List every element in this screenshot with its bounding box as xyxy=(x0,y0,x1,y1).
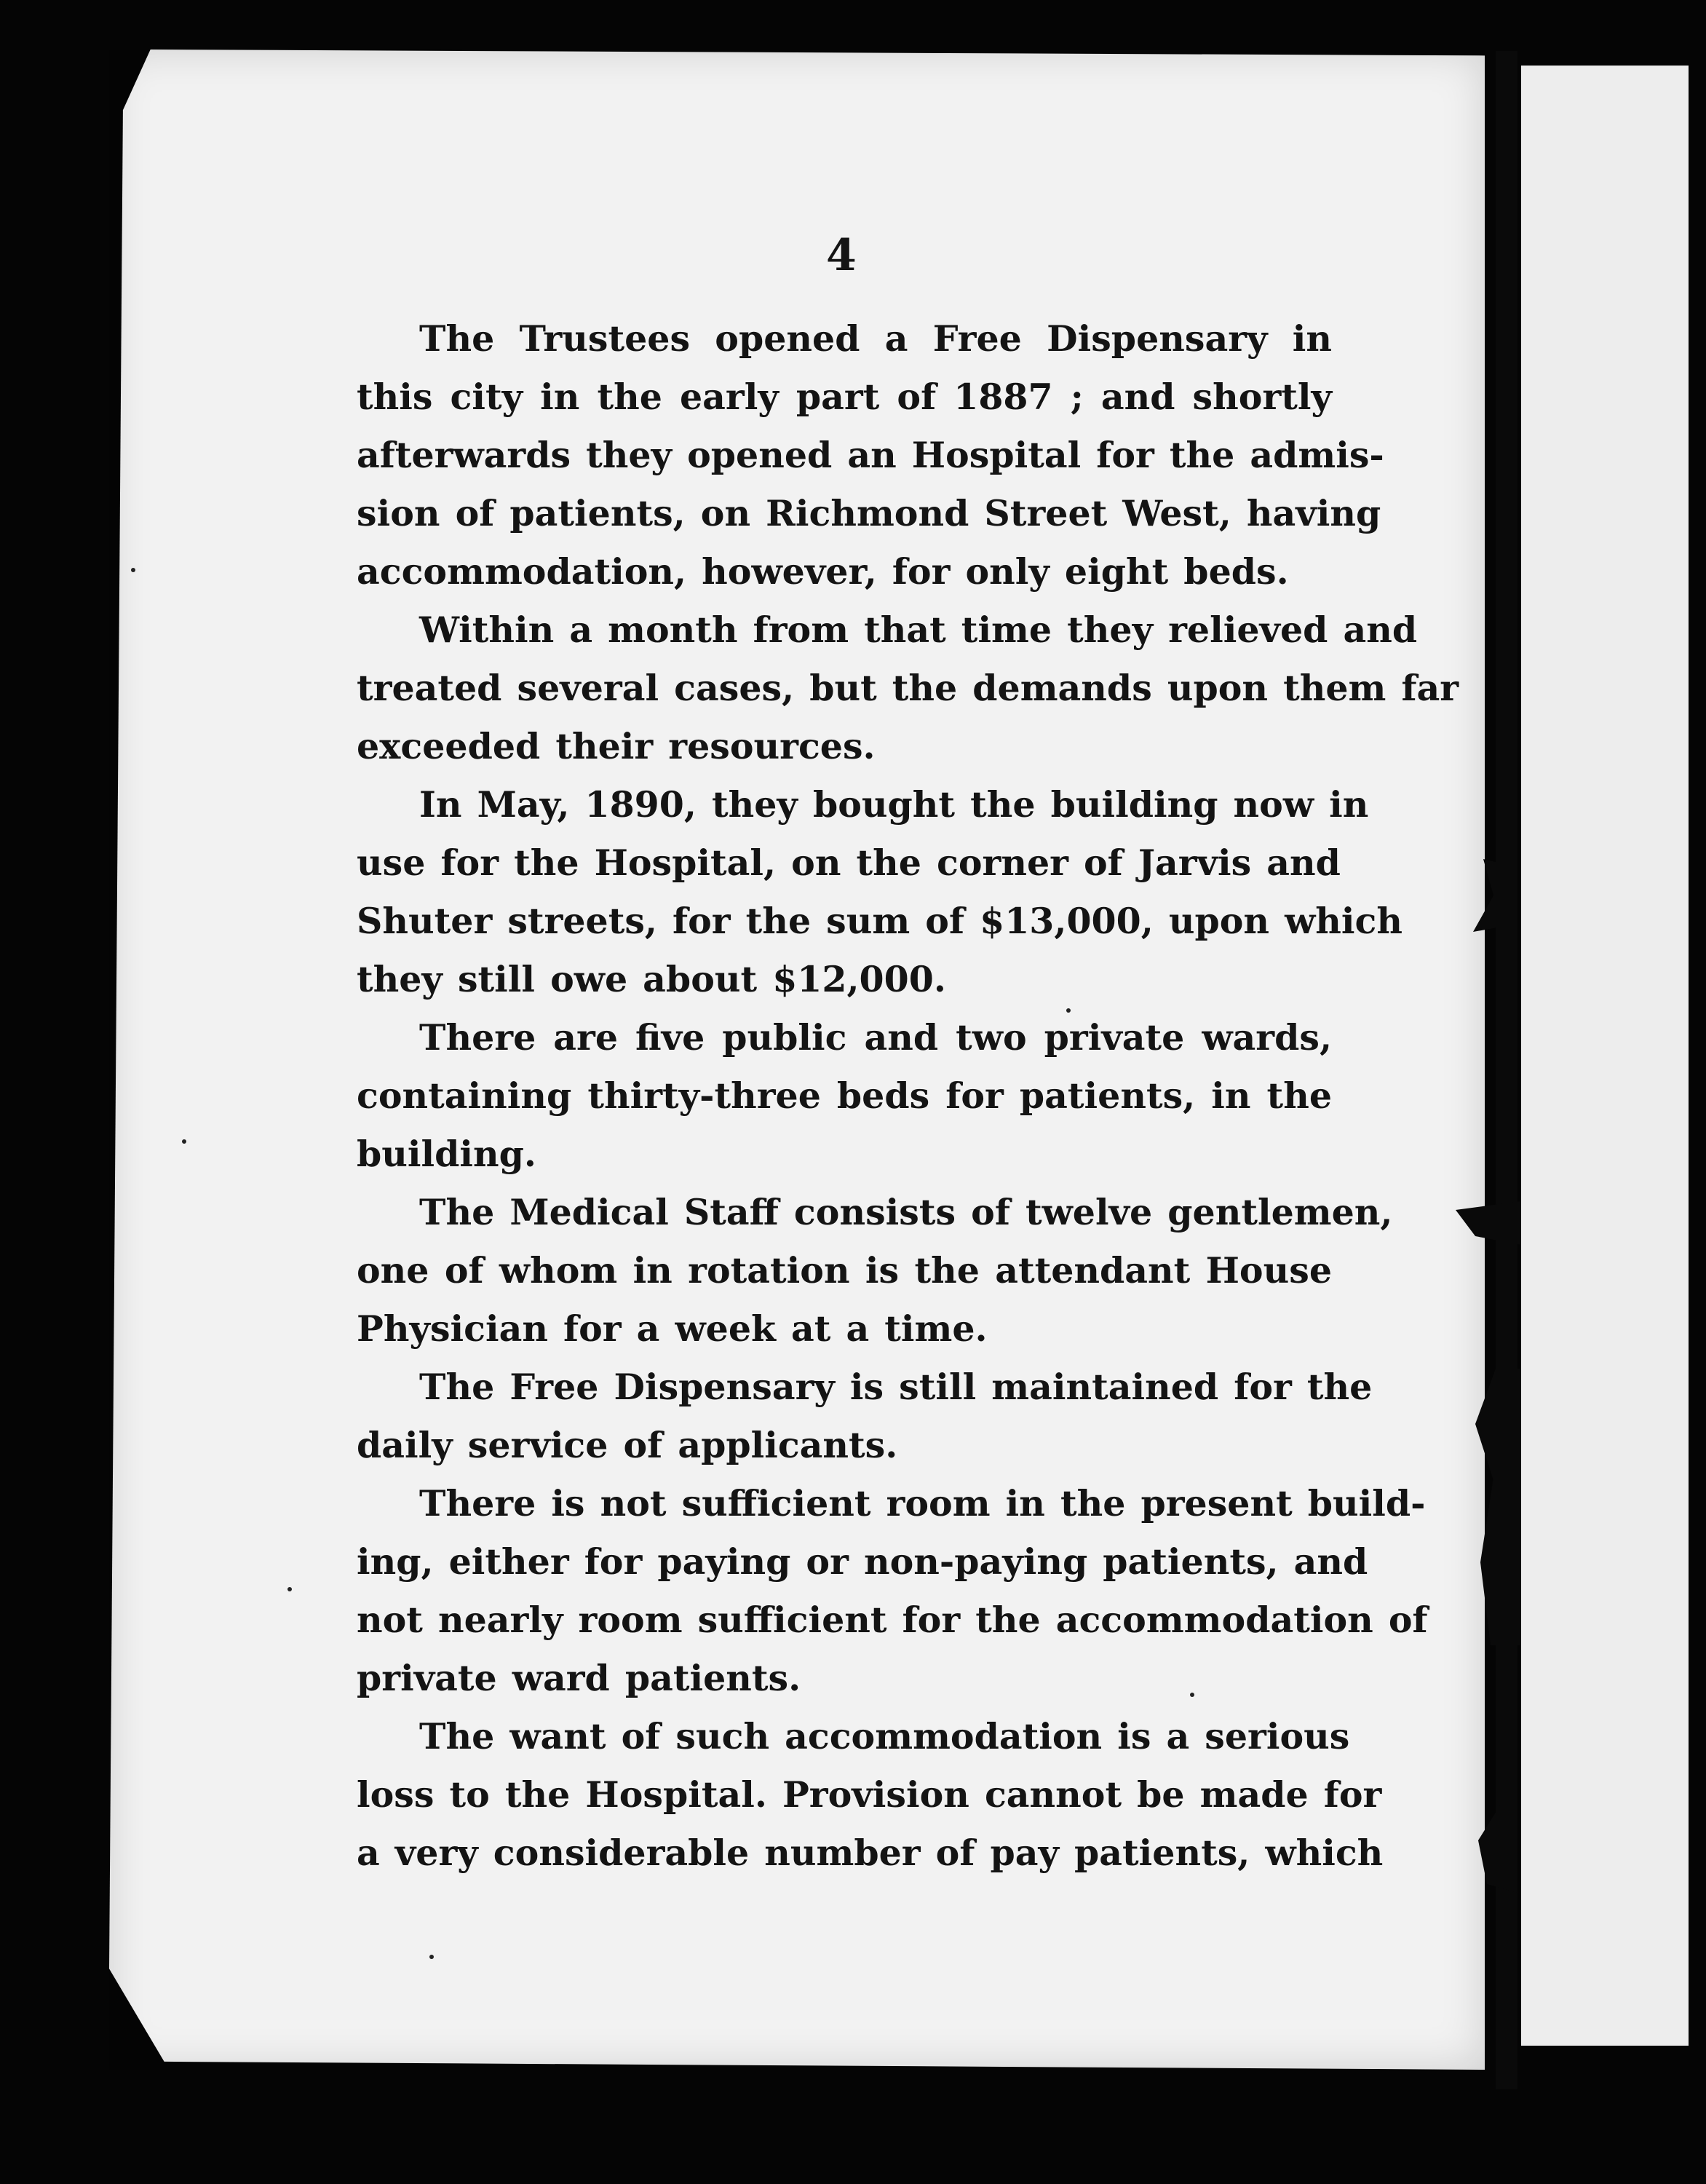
text-line: There is not sufficient room in the present build- xyxy=(419,1482,1426,1524)
paragraph xyxy=(357,1707,1384,1882)
text-line: containing thirty-three beds for patients, in the xyxy=(357,1075,1332,1117)
text-line: treated several cases, but the demands upon them far xyxy=(357,667,1459,709)
text-line: Shuter streets, for the sum of $13,000, upon which xyxy=(357,900,1403,942)
ink-speck xyxy=(182,1139,186,1144)
text-line: accommodation, however, for only eight beds. xyxy=(357,550,1289,593)
text-line: daily service of applicants. xyxy=(357,1424,898,1466)
paragraph xyxy=(357,1008,1332,1183)
text-line: use for the Hospital, on the corner of Jarvis and xyxy=(357,842,1341,884)
text-line: one of whom in rotation is the attendant House xyxy=(357,1249,1332,1291)
text-line: loss to the Hospital. Provision cannot be made for xyxy=(357,1773,1382,1816)
paragraph xyxy=(357,1183,1393,1358)
text-line: this city in the early part of 1887 ; and shortly xyxy=(357,376,1332,418)
text-line: The Trustees opened a Free Dispensary in xyxy=(419,317,1332,360)
paragraph xyxy=(357,601,1459,775)
text-line: afterwards they opened an Hospital for the admis- xyxy=(357,434,1384,476)
text-line: building. xyxy=(357,1133,536,1175)
ink-speck xyxy=(429,1955,434,1959)
text-line: The Medical Staff consists of twelve gentlemen, xyxy=(419,1191,1393,1233)
text-line: not nearly room sufficient for the accommodation of xyxy=(357,1599,1428,1641)
book-spine xyxy=(1496,51,1517,2089)
paragraph xyxy=(357,1358,1373,1474)
facing-page-edge xyxy=(1521,66,1689,2046)
text-line: Physician for a week at a time. xyxy=(357,1307,988,1350)
paragraph xyxy=(357,309,1384,601)
text-line: a very considerable number of pay patients, which xyxy=(357,1832,1384,1874)
text-line: private ward patients. xyxy=(357,1657,801,1699)
text-line: sion of patients, on Richmond Street West, having xyxy=(357,492,1381,534)
paragraph xyxy=(357,1474,1428,1707)
paragraph xyxy=(357,775,1403,1008)
ink-speck xyxy=(287,1587,292,1591)
page-number: 4 xyxy=(826,230,857,281)
text-line: Within a month from that time they relieved and xyxy=(419,609,1418,651)
text-line: exceeded their resources. xyxy=(357,725,876,767)
text-line: they still owe about $12,000. xyxy=(357,958,946,1000)
text-line: The Free Dispensary is still maintained for the xyxy=(419,1366,1373,1408)
text-line: The want of such accommodation is a serious xyxy=(419,1715,1350,1757)
text-line: In May, 1890, they bought the building now in xyxy=(419,783,1369,826)
text-line: ing, either for paying or non-paying patients, and xyxy=(357,1540,1368,1583)
ink-speck xyxy=(131,568,135,572)
text-line: There are five public and two private wards, xyxy=(419,1016,1332,1059)
body-text xyxy=(357,309,1459,1882)
